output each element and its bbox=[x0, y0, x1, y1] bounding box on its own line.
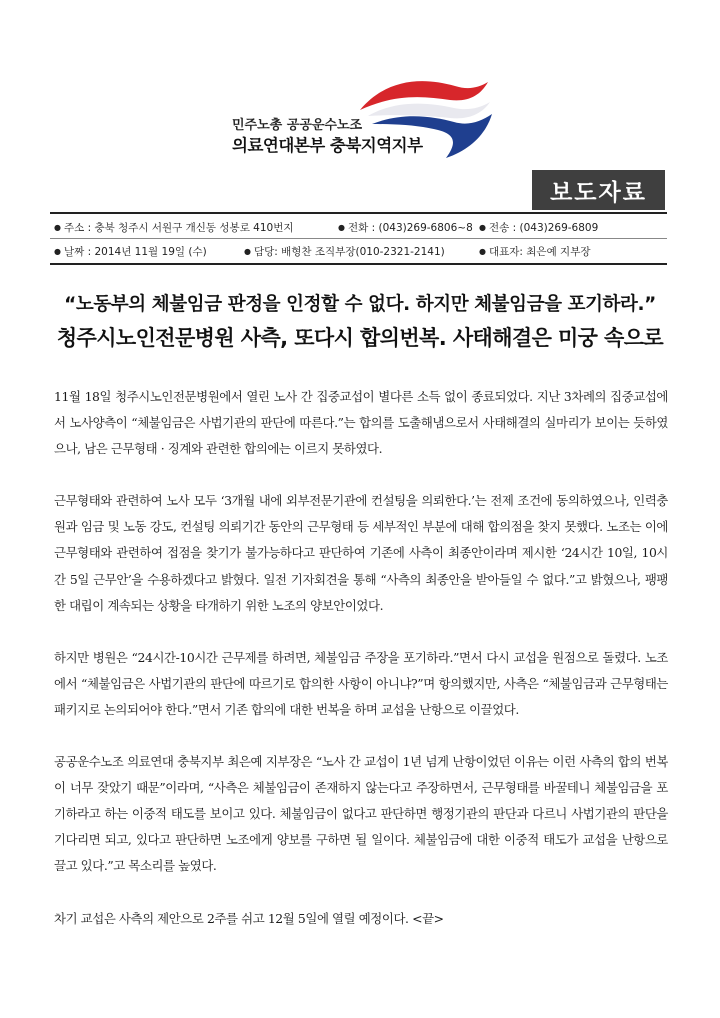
paragraph: 하지만 병원은 “24시간-10시간 근무제를 하려면, 체불임금 주장을 포기하라.”면서 다시 교섭을 원점으로 돌렸다. 노조에서 “체불임금은 사법기관의 판단에 따르기로 합의한 사항이 아니냐?”며 항의했지만, 사측은 “체불임금과 근무형태는 패키지로 논의되어야 한다.”면서 기존 합의에 대한 번복을 하며 교섭을 난항으로 이끌었다. bbox=[54, 649, 668, 717]
org-line-2: 의료연대본부 충북지역지부 bbox=[232, 136, 423, 155]
info-fax: ● 전송 : (043)269-6809 bbox=[479, 222, 599, 234]
info-representative: ● 대표자: 최은예 지부장 bbox=[479, 246, 591, 258]
bullet-icon: ● bbox=[479, 247, 486, 256]
org-line-1: 민주노총 공공운수노조 bbox=[232, 118, 363, 133]
headline-main: 청주시노인전문병원 사측, 또다시 합의번복. 사태해결은 미궁 속으로 bbox=[56, 326, 664, 350]
press-release-badge: 보도자료 bbox=[532, 170, 665, 210]
info-address: ● 주소 : 충북 청주시 서원구 개신동 성봉로 410번지 bbox=[54, 222, 294, 234]
bullet-icon: ● bbox=[54, 247, 61, 256]
info-phone: ● 전화 : (043)269-6806~8 bbox=[338, 222, 473, 234]
paragraph: 11월 18일 청주시노인전문병원에서 열린 노사 간 집중교섭이 별다른 소득 없이 종료되었다. 지난 3차례의 집중교섭에서 노사양측이 “체불임금은 사법기관의 판단에 따른다.”는 합의를 도출해냄으로서 사태해결의 실마리가 보이는 듯하였으나, 남은 근무형태 · 징계와 관련한 합의에는 이르지 못하였다. bbox=[54, 389, 668, 457]
bullet-icon: ● bbox=[244, 247, 251, 256]
info-contact: ● 담당: 배형찬 조직부장(010-2321-2141) bbox=[244, 246, 445, 258]
header-rule-top bbox=[50, 212, 667, 214]
headline-quote: “노동부의 체불임금 판정을 인정할 수 없다. 하지만 체불임금을 포기하라.” bbox=[64, 294, 656, 315]
paragraph: 차기 교섭은 사측의 제안으로 2주를 쉬고 12월 5일에 열릴 예정이다. <끝> bbox=[54, 910, 444, 926]
bullet-icon: ● bbox=[479, 223, 486, 232]
paragraph: 공공운수노조 의료연대 충북지부 최은예 지부장은 “노사 간 교섭이 1년 넘게 난항이었던 이유는 이런 사측의 합의 번복이 너무 잦았기 때문”이라며, “사측은 체불임금이 존재하지 않는다고 주장하면서, 근무형태를 바꿀테니 체불임금을 포기하라고 하는 이중적 태도를 보이고 있다. 체불임금이 없다고 판단하면 행정기관의 판단과 다르니 사법기관의 판단을 기다리면 되고, 있다고 판단하면 노조에게 양보를 구하면 될 일이다. 체불임금에 대한 이중적 태도가 교섭을 난항으로 끌고 있다.”고 목소리를 높였다. bbox=[54, 754, 668, 874]
article-body bbox=[54, 384, 668, 958]
paragraph: 근무형태와 관련하여 노사 모두 ‘3개월 내에 외부전문기관에 컨설팅을 의뢰한다.’는 전제 조건에 동의하였으나, 인력충원과 임금 및 노동 강도, 컨설팅 의뢰기간 동안의 근무형태 등 세부적인 부분에 대해 합의점을 찾지 못했다. 노조는 이에 근무형태와 관련하여 접점을 찾기가 불가능하다고 판단하여 기존에 사측이 최종안이라며 제시한 ‘24시간 10일, 10시간 5일 근무안’을 수용하겠다고 밝혔다. 일전 기자회견을 통해 “사측의 최종안을 받아들일 수 없다.”고 밝혔으나, 팽팽한 대립이 계속되는 상황을 타개하기 위한 노조의 양보안이었다. bbox=[54, 493, 668, 613]
info-date: ● 날짜 : 2014년 11월 19일 (수) bbox=[54, 246, 207, 258]
header-rule-bottom bbox=[50, 263, 667, 265]
bullet-icon: ● bbox=[338, 223, 345, 232]
header-rule-middle bbox=[50, 238, 667, 239]
union-logo bbox=[232, 72, 492, 162]
bullet-icon: ● bbox=[54, 223, 61, 232]
